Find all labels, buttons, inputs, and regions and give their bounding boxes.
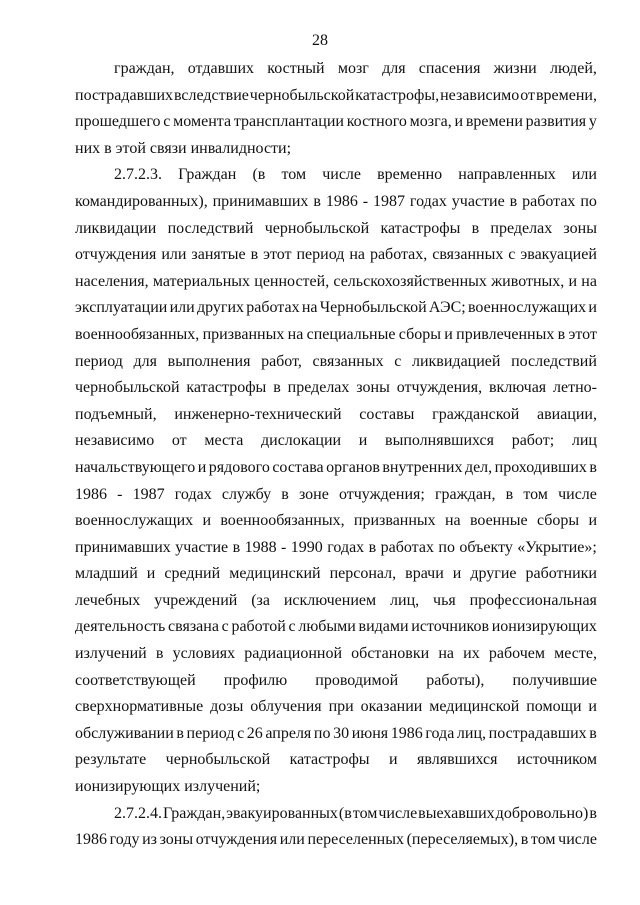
- text-word: числе: [558, 831, 597, 849]
- text-word: связанных: [312, 352, 384, 370]
- text-word: объекту: [459, 538, 513, 556]
- text-word: работы),: [426, 671, 485, 689]
- text-word: службу: [221, 485, 272, 503]
- text-word: призванных: [202, 325, 285, 343]
- text-word: участие: [451, 192, 505, 210]
- text-word: на: [444, 512, 461, 530]
- text-word: профилю: [223, 671, 288, 689]
- text-word: на: [349, 246, 365, 264]
- text-word: «Укрытие»;: [517, 538, 597, 556]
- text-word: работ,: [261, 352, 302, 370]
- text-word: годах: [409, 192, 447, 210]
- text-word: по: [313, 724, 331, 742]
- text-word: июня: [351, 724, 389, 742]
- text-word: числе: [322, 166, 361, 184]
- text-word: органов: [326, 458, 380, 476]
- text-word: 1986: [325, 192, 358, 210]
- text-word: развития: [525, 113, 587, 131]
- text-word: отдавших: [187, 60, 255, 77]
- text-word: по: [580, 192, 597, 210]
- text-word: года: [425, 724, 455, 742]
- text-word: в: [155, 645, 164, 663]
- text-word: работах: [246, 299, 300, 317]
- text-word: являвшихся: [417, 751, 498, 769]
- text-word: от: [520, 86, 536, 104]
- text-word: другие: [470, 565, 517, 583]
- text-word: лиц: [571, 432, 597, 450]
- text-word: участие: [175, 538, 229, 556]
- text-word: ликвидацией: [411, 352, 501, 370]
- text-word: в: [368, 538, 377, 556]
- text-word: состава: [272, 458, 324, 476]
- text-word: пострадавших: [488, 724, 587, 742]
- text-word: граждан,: [434, 485, 496, 503]
- text-word: независимо: [75, 432, 155, 450]
- text-word: Чернобыльской: [319, 299, 427, 317]
- text-word: отчуждения: [195, 831, 278, 849]
- text-word: 26: [246, 724, 263, 742]
- text-line: [75, 216, 597, 243]
- text-word: рабочем: [488, 645, 545, 663]
- text-word: с: [394, 352, 402, 370]
- text-line: [75, 428, 597, 455]
- text-word: пределах: [287, 379, 350, 397]
- text-word: период: [296, 246, 345, 264]
- text-line: [75, 109, 597, 136]
- text-word: и: [454, 113, 464, 131]
- text-word: этот: [263, 246, 292, 264]
- text-word: или: [169, 299, 195, 317]
- text-line: [75, 588, 597, 615]
- text-word: включая: [488, 379, 547, 397]
- text-word: работ;: [511, 432, 555, 450]
- text-word: учреждений: [154, 591, 238, 609]
- text-word: чернобыльской: [264, 219, 370, 237]
- text-word: сельскохозяйственных: [333, 272, 487, 290]
- text-word: персонал,: [329, 565, 397, 583]
- text-word: и: [146, 565, 156, 583]
- text-word: подъемный,: [75, 405, 157, 423]
- text-line: [75, 774, 597, 801]
- text-word: составы: [359, 405, 415, 423]
- text-word: жизни: [493, 60, 537, 77]
- text-word: (в: [252, 166, 266, 184]
- text-word: отчуждения: [75, 246, 157, 264]
- text-word: числе: [558, 485, 597, 503]
- text-word: занятые: [191, 246, 246, 264]
- text-word: сборы: [536, 512, 580, 530]
- text-word: и: [588, 698, 597, 716]
- text-word: катастрофы: [186, 379, 267, 397]
- text-word: военнообязанных,: [220, 512, 345, 530]
- text-word: граждан,: [114, 60, 175, 77]
- text-word: дел,: [464, 458, 493, 476]
- text-word: годах: [327, 538, 365, 556]
- text-line: [75, 162, 597, 189]
- text-word: переселенных: [307, 831, 404, 849]
- text-word: военнослужащих: [467, 299, 587, 317]
- text-word: Граждан: [178, 166, 237, 184]
- text-line: [75, 349, 597, 376]
- text-word: костный: [267, 60, 325, 77]
- text-word: соответствующей: [75, 671, 196, 689]
- text-line: [75, 189, 597, 216]
- text-word: авиации,: [536, 405, 597, 423]
- text-word: командированных),: [75, 192, 208, 210]
- text-word: в: [505, 485, 514, 503]
- text-word: с: [237, 724, 245, 742]
- text-word: прошедшего: [75, 113, 161, 131]
- text-word: чернобыльской: [165, 751, 271, 769]
- text-word: лиц,: [456, 724, 487, 742]
- text-word: катастрофы,: [355, 86, 440, 104]
- text-word: по: [438, 538, 455, 556]
- text-word: месте,: [554, 645, 597, 663]
- text-word: любыми: [298, 618, 356, 636]
- text-line: [75, 482, 597, 509]
- text-word: связана: [168, 618, 219, 636]
- text-word: спасения: [418, 60, 481, 77]
- page-number: 28: [312, 32, 328, 49]
- text-word: принимавших: [212, 192, 309, 210]
- text-word: или: [279, 831, 305, 849]
- text-word: 1986: [390, 724, 423, 742]
- text-line: [75, 56, 597, 83]
- text-word: призванных: [353, 512, 436, 530]
- text-word: в: [250, 246, 259, 264]
- text-word: в: [232, 538, 241, 556]
- text-word: у: [588, 113, 597, 131]
- text-word: ликвидации: [75, 219, 157, 237]
- text-word: последствий: [167, 219, 254, 237]
- text-word: обслуживании: [75, 724, 174, 742]
- text-word: или: [161, 246, 187, 264]
- text-word: зоне: [298, 485, 329, 503]
- text-word: зоны: [563, 219, 597, 237]
- text-word: дозы: [210, 698, 244, 716]
- text-word: на: [287, 325, 304, 343]
- text-line: [75, 322, 597, 349]
- text-word: эксплуатации: [75, 299, 168, 317]
- text-word: чья: [433, 591, 456, 609]
- text-word: специальные: [306, 325, 396, 343]
- text-word: животных,: [491, 272, 565, 290]
- text-word: Граждан,: [162, 804, 226, 822]
- text-word: том: [523, 485, 548, 503]
- text-word: отчуждения;: [338, 485, 425, 503]
- text-word: в: [589, 804, 597, 822]
- text-word: и: [588, 299, 597, 317]
- text-word: вследствие: [173, 86, 249, 104]
- text-word: работах: [522, 192, 576, 210]
- text-word: видами: [358, 618, 409, 636]
- text-word: том: [352, 804, 378, 822]
- text-word: катастрофы: [380, 219, 461, 237]
- text-word: 2.7.2.4.: [114, 804, 162, 822]
- text-word: лечебных: [75, 591, 141, 609]
- text-word: внутренних: [382, 458, 463, 476]
- text-word: ионизирующих: [491, 618, 597, 636]
- text-word: и: [358, 432, 368, 450]
- text-word: людей,: [549, 60, 597, 77]
- text-word: и: [197, 458, 207, 476]
- text-word: военные: [469, 512, 528, 530]
- text-word: при: [328, 698, 354, 716]
- text-word: из: [142, 831, 157, 849]
- text-word: -: [117, 485, 123, 503]
- text-word: места: [204, 432, 244, 450]
- text-line: [75, 561, 597, 588]
- text-word: других: [196, 299, 245, 317]
- text-word: в: [589, 458, 597, 476]
- text-word: населения,: [75, 272, 149, 290]
- text-line: [75, 641, 597, 668]
- text-word: для: [133, 352, 158, 370]
- text-word: материальных: [152, 272, 251, 290]
- text-word: проводимой: [315, 671, 399, 689]
- text-word: на: [301, 299, 318, 317]
- text-word: работой: [231, 618, 286, 636]
- text-line: [75, 508, 597, 535]
- text-word: в: [273, 379, 281, 397]
- text-word: помощи: [526, 698, 582, 716]
- text-word: на: [438, 645, 454, 663]
- text-word: военнообязанных,: [75, 325, 200, 343]
- text-word: радиационной: [244, 645, 343, 663]
- text-word: от: [171, 432, 187, 450]
- text-word: костного: [346, 113, 407, 131]
- text-word: лиц,: [390, 591, 420, 609]
- text-word: и: [444, 325, 453, 343]
- text-word: сверхнормативные: [75, 698, 204, 716]
- text-word: мозг: [337, 60, 369, 77]
- text-word: врачи: [405, 565, 444, 583]
- text-line: [75, 747, 597, 774]
- text-word: направленных: [458, 166, 556, 184]
- text-word: в: [176, 724, 184, 742]
- text-word: ионизирующих излучений;: [75, 778, 261, 796]
- text-word: 1986: [75, 485, 107, 503]
- text-word: времени: [465, 113, 523, 131]
- text-line: [75, 375, 597, 402]
- text-line: [75, 242, 597, 269]
- text-line: [75, 827, 597, 854]
- text-word: инженерно-технический: [174, 405, 342, 423]
- text-line: [75, 535, 597, 562]
- text-word: момента: [173, 113, 232, 131]
- text-word: том: [530, 831, 556, 849]
- text-word: трансплантации: [233, 113, 344, 131]
- text-word: военнослужащих: [75, 512, 194, 530]
- text-word: том: [281, 166, 307, 184]
- text-word: и: [202, 512, 212, 530]
- text-word: получившие: [512, 671, 597, 689]
- text-word: времени,: [535, 86, 597, 104]
- text-word: годах: [174, 485, 212, 503]
- text-word: излучений: [75, 645, 147, 663]
- text-line: [75, 455, 597, 482]
- text-word: них в этой связи инвалидности;: [75, 139, 292, 157]
- text-word: работах: [380, 538, 434, 556]
- text-word: с: [221, 618, 229, 636]
- text-line: [75, 721, 597, 748]
- text-word: этот: [568, 325, 597, 343]
- text-word: и: [452, 565, 462, 583]
- text-word: (переселяемых),: [406, 831, 519, 849]
- text-word: с: [288, 618, 296, 636]
- text-word: 2.7.2.3.: [114, 166, 162, 184]
- text-word: АЭС;: [428, 299, 466, 317]
- text-word: младший: [75, 565, 138, 583]
- document-body: [75, 56, 597, 854]
- text-word: отчуждения,: [396, 379, 483, 397]
- text-word: 1987: [373, 192, 405, 210]
- text-line: [75, 801, 597, 828]
- text-word: 1986: [75, 831, 107, 849]
- text-line: [75, 694, 597, 721]
- text-word: проходивших: [494, 458, 587, 476]
- text-word: сборы: [398, 325, 441, 343]
- text-word: 1988: [244, 538, 277, 556]
- text-line: [75, 269, 597, 296]
- text-word: обстановки: [351, 645, 430, 663]
- text-word: последствий: [511, 352, 597, 370]
- text-word: источников: [411, 618, 490, 636]
- text-word: дислокации: [261, 432, 342, 450]
- text-word: выехавших: [418, 804, 495, 822]
- text-line: [75, 614, 597, 641]
- text-word: в: [281, 485, 289, 503]
- text-word: на: [581, 272, 597, 290]
- text-word: профессиональная: [469, 591, 597, 609]
- text-word: работники: [525, 565, 597, 583]
- text-word: чернобыльской: [249, 86, 355, 104]
- text-word: или: [571, 166, 597, 184]
- text-word: зоны: [356, 379, 390, 397]
- text-word: 1987: [132, 485, 165, 503]
- text-word: выполнявшихся: [385, 432, 495, 450]
- text-word: добровольно): [495, 804, 589, 822]
- text-word: числе: [378, 804, 418, 822]
- text-word: пострадавших: [75, 86, 174, 104]
- text-word: деятельность: [75, 618, 166, 636]
- text-word: результате: [75, 751, 147, 769]
- text-word: связанных: [432, 246, 504, 264]
- text-word: в: [509, 192, 518, 210]
- text-word: ценностей,: [254, 272, 330, 290]
- text-word: средний: [164, 565, 221, 583]
- text-word: рядового: [208, 458, 270, 476]
- text-word: с: [163, 113, 171, 131]
- text-word: (в: [338, 804, 352, 822]
- text-word: эвакуированных: [226, 804, 338, 822]
- text-word: -: [362, 192, 369, 210]
- text-word: пределах: [490, 219, 553, 237]
- text-line: [75, 668, 597, 695]
- text-word: 1990: [290, 538, 323, 556]
- text-line: [75, 83, 597, 110]
- text-word: в: [557, 325, 566, 343]
- text-word: медицинской: [429, 698, 520, 716]
- text-word: чернобыльской: [75, 379, 180, 397]
- text-word: году: [109, 831, 140, 849]
- text-word: источником: [516, 751, 597, 769]
- text-word: и: [389, 751, 398, 769]
- text-word: в: [471, 219, 480, 237]
- text-word: временно: [377, 166, 443, 184]
- text-word: медицинский: [229, 565, 321, 583]
- text-word: гражданской: [432, 405, 520, 423]
- text-word: привлеченных: [456, 325, 555, 343]
- text-word: в: [520, 831, 529, 849]
- text-word: период: [186, 724, 235, 742]
- text-word: -: [281, 538, 287, 556]
- text-word: выполнения: [167, 352, 251, 370]
- text-word: в: [313, 192, 321, 210]
- text-word: в: [589, 724, 597, 742]
- text-line: [75, 295, 597, 322]
- text-word: и: [568, 272, 578, 290]
- text-word: для: [382, 60, 406, 77]
- text-word: зоны: [159, 831, 194, 849]
- text-word: облучения: [250, 698, 322, 716]
- text-word: их: [463, 645, 480, 663]
- text-line: [75, 136, 597, 163]
- text-word: с: [508, 246, 516, 264]
- text-word: и: [588, 512, 597, 530]
- text-word: 30: [333, 724, 350, 742]
- text-word: оказании: [360, 698, 423, 716]
- text-word: (за: [251, 591, 270, 609]
- text-word: эвакуацией: [520, 246, 597, 264]
- text-word: исключением: [283, 591, 377, 609]
- text-word: работах,: [369, 246, 428, 264]
- text-word: условиях: [172, 645, 236, 663]
- text-word: период: [75, 352, 123, 370]
- text-word: начальствующего: [75, 458, 196, 476]
- text-line: [75, 402, 597, 429]
- text-word: катастрофы: [289, 751, 370, 769]
- text-word: летно-: [553, 379, 597, 397]
- text-word: независимо: [440, 86, 520, 104]
- text-word: принимавших: [75, 538, 171, 556]
- text-word: мозга,: [409, 113, 452, 131]
- text-word: апреля: [265, 724, 312, 742]
